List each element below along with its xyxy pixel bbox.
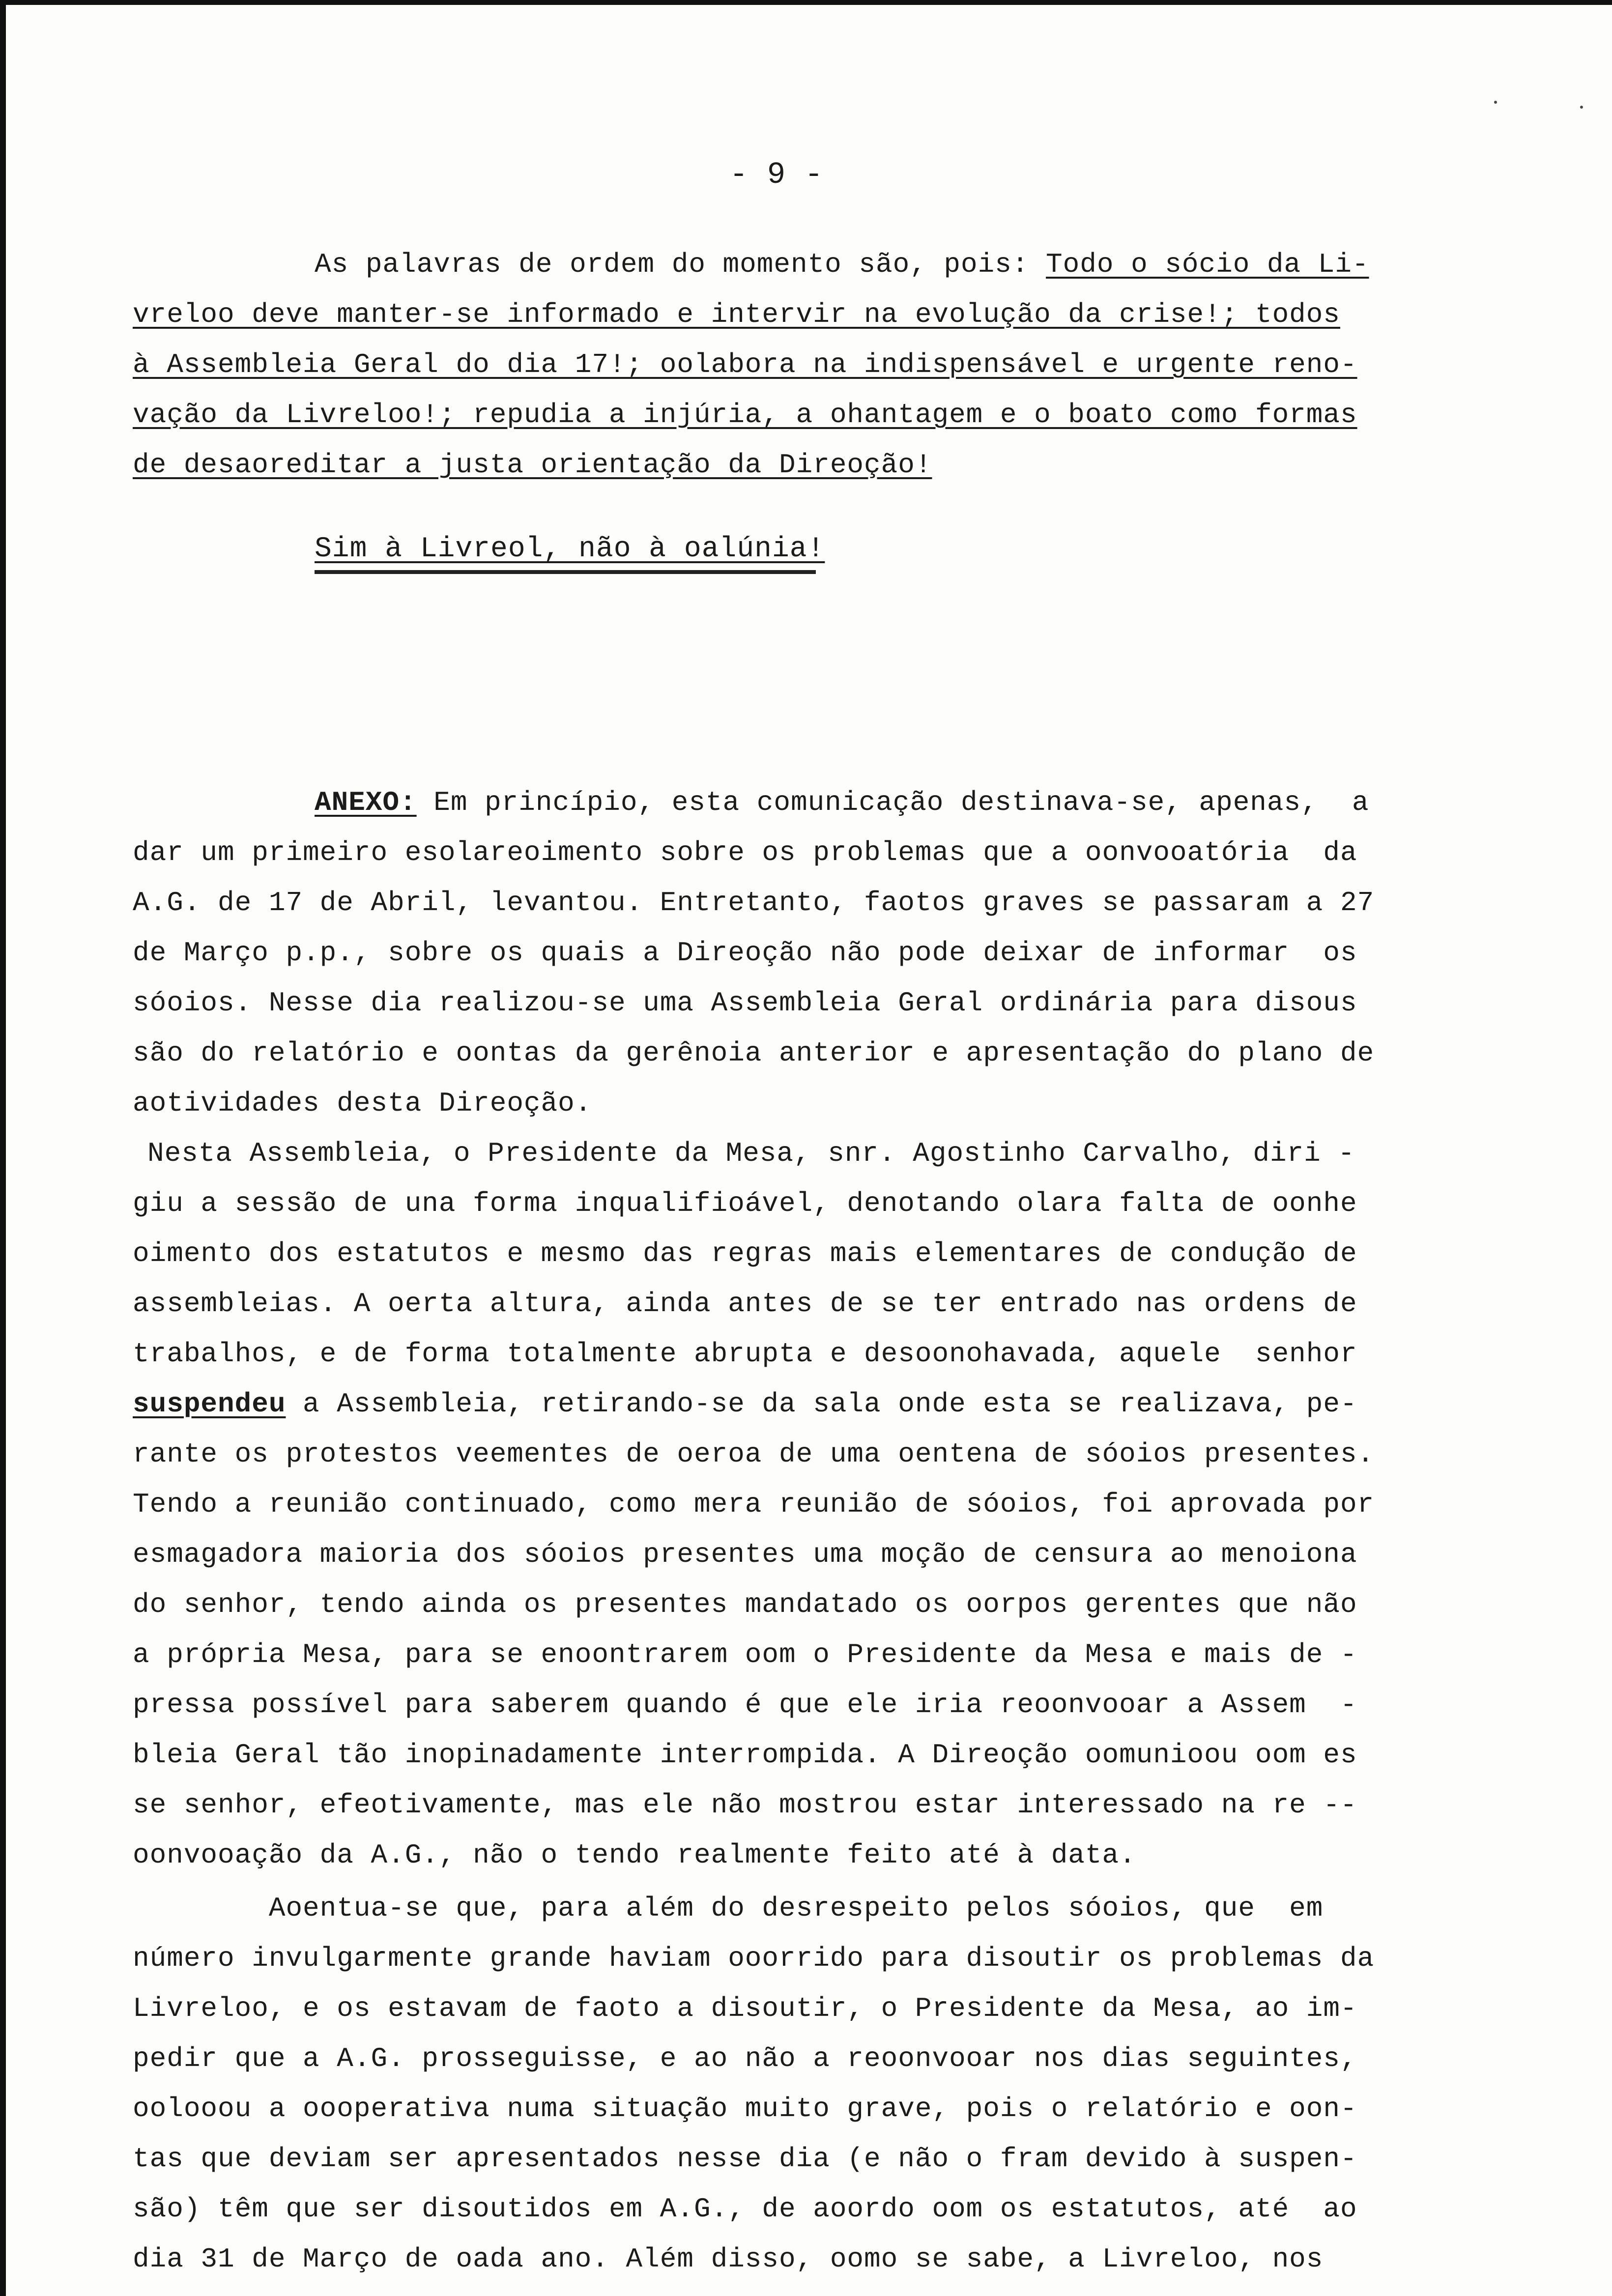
intro-line-5: de desaoreditar a justa orientação da Direoção! <box>133 449 932 481</box>
annex-line: trabalhos, e de forma totalmente abrupta e desoonohavada, aquele senhor <box>133 1338 1357 1370</box>
para2-line: número invulgarmente grande haviam ooorrido para disoutir os problemas da <box>133 1943 1375 1974</box>
annex-line: a própria Mesa, para se enoontrarem oom o Presidente da Mesa e mais de - <box>133 1639 1357 1670</box>
annex-line-text: a Assembleia, retirando-se da sala onde esta se realizava, pe- <box>286 1388 1357 1420</box>
annex-line: oonvooação da A.G., não o tendo realmente feito até à data. <box>133 1839 1136 1871</box>
annex-line-1 <box>315 789 1369 816</box>
suspendeu-word: suspendeu <box>133 1388 286 1420</box>
para2-line: oolooou a oooperativa numa situação muito grave, pois o relatório e oon- <box>133 2093 1357 2124</box>
annex-line: Nesta Assembleia, o Presidente da Mesa, snr. Agostinho Carvalho, diri - <box>147 1138 1355 1169</box>
annex-line: dar um primeiro esolareoimento sobre os problemas que a oonvooatória da <box>133 837 1357 868</box>
para2-line: Aoentua-se que, para além do desrespeito pelos sóoios, que em <box>133 1893 1324 1924</box>
scan-border-left <box>0 0 12 2296</box>
intro-line-4: vação da Livreloo!; repudia a injúria, a ohantagem e o boato como formas <box>133 399 1357 430</box>
para2-line: pedir que a A.G. prosseguisse, e ao não a reoonvooar nos dias seguintes, <box>133 2043 1357 2074</box>
annex-line-suspendeu <box>133 1390 1357 1418</box>
annex-line: se senhor, efeotivamente, mas ele não mostrou estar interessado na re -- <box>133 1789 1357 1821</box>
intro-line-2: vreloo deve manter-se informado e intervir na evolução da crise!; todos <box>133 299 1340 330</box>
scan-border-top <box>0 0 1612 11</box>
para2-line: Livreloo, e os estavam de faoto a disoutir, o Presidente da Mesa, ao im- <box>133 1993 1357 2024</box>
annex-line: sóoios. Nesse dia realizou-se uma Assembleia Geral ordinária para disous <box>133 987 1357 1019</box>
intro-line-1 <box>315 251 1369 278</box>
annex-line: esmagadora maioria dos sóoios presentes uma moção de censura ao menoiona <box>133 1539 1357 1570</box>
annex-line: A.G. de 17 de Abril, levantou. Entretanto, faotos graves se passaram a 27 <box>133 887 1375 918</box>
annex-line: aotividades desta Direoção. <box>133 1088 592 1119</box>
annex-line: giu a sessão de una forma inqualifioável, denotando olara falta de oonhe <box>133 1188 1357 1219</box>
speck <box>1494 101 1497 104</box>
page-number: - 9 - <box>729 157 824 192</box>
annex-line: oimento dos estatutos e mesmo das regras mais elementares de condução de <box>133 1238 1357 1269</box>
intro-line-1-underlined: Todo o sócio da Li- <box>1046 249 1369 280</box>
annex-line: bleia Geral tão inopinadamente interrompida. A Direoção oomunioou oom es <box>133 1739 1357 1771</box>
speck <box>1580 106 1583 109</box>
intro-line-3: à Assembleia Geral do dia 17!; oolabora na indispensável e urgente reno- <box>133 349 1357 380</box>
annex-line: do senhor, tendo ainda os presentes mandatado os oorpos gerentes que não <box>133 1589 1357 1620</box>
para2-line: tas que deviam ser apresentados nesse dia (e não o fram devido à suspen- <box>133 2143 1357 2175</box>
annex-line-1-text: Em princípio, esta comunicação destinava-se, apenas, a <box>416 787 1369 818</box>
annex-line: pressa possível para saberem quando é que ele iria reoonvooar a Assem - <box>133 1689 1357 1721</box>
intro-line-1-plain: As palavras de ordem do momento são, pois: <box>315 249 1046 280</box>
annex-line: assembleias. A oerta altura, ainda antes de se ter entrado nas ordens de <box>133 1288 1357 1320</box>
para2-line: dia 31 de Março de oada ano. Além disso, oomo se sabe, a Livreloo, nos <box>133 2243 1324 2275</box>
annex-line: de Março p.p., sobre os quais a Direoção não pode deixar de informar os <box>133 937 1357 969</box>
slogan-rule <box>315 570 816 574</box>
para2-line: são) têm que ser disoutidos em A.G., de aoordo oom os estatutos, até ao <box>133 2193 1357 2225</box>
slogan: Sim à Livreol, não à oalúnia! <box>315 533 825 565</box>
annex-line: são do relatório e oontas da gerênoia anterior e apresentação do plano de <box>133 1037 1375 1069</box>
annex-line: Tendo a reunião continuado, como mera reunião de sóoios, foi aprovada por <box>133 1489 1375 1520</box>
annex-line: rante os protestos veementes de oeroa de uma oentena de sóoios presentes. <box>133 1438 1375 1470</box>
annex-label: ANEXO: <box>315 787 417 818</box>
